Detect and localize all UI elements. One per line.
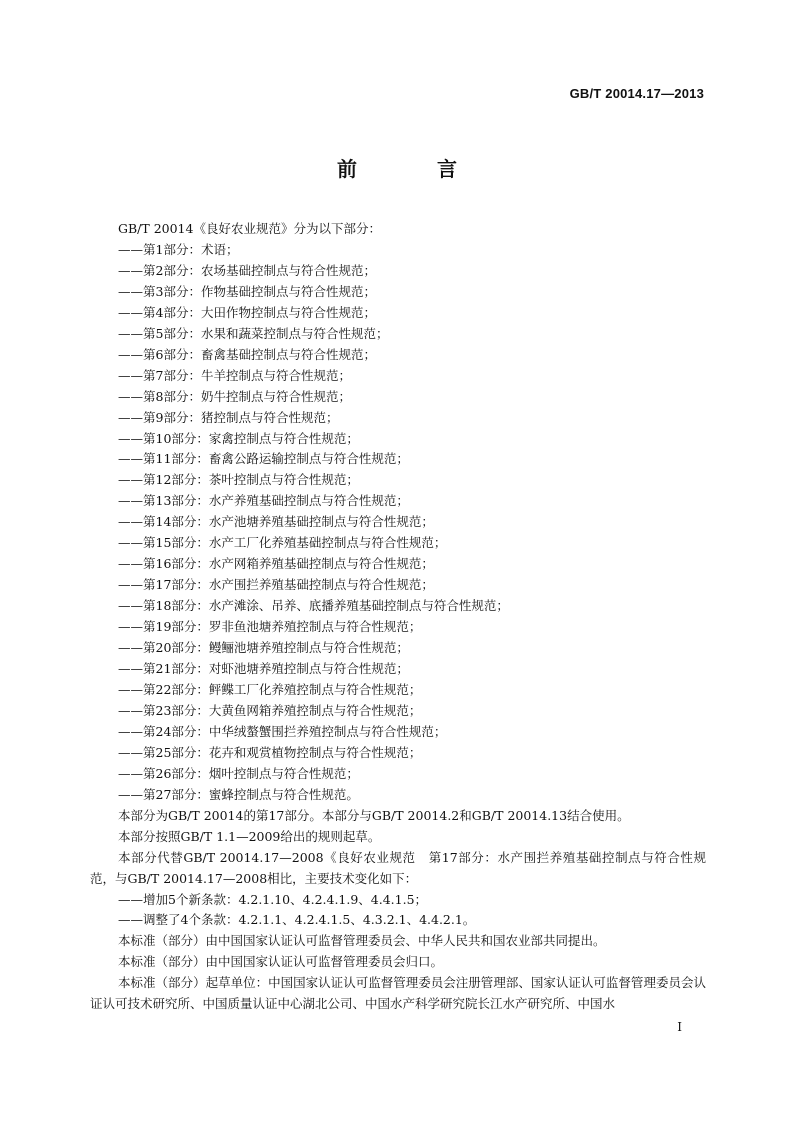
list-item: ——第23部分：大黄鱼网箱养殖控制点与符合性规范； <box>118 702 422 718</box>
list-item: ——第12部分：茶叶控制点与符合性规范； <box>118 472 359 488</box>
list-item: ——第19部分：罗非鱼池塘养殖控制点与符合性规范； <box>118 619 422 635</box>
list-item: ——第13部分：水产养殖基础控制点与符合性规范； <box>118 493 409 509</box>
changes-list <box>90 890 706 932</box>
list-item: ——第15部分：水产工厂化养殖基础控制点与符合性规范； <box>118 535 447 551</box>
list-item: ——第11部分：畜禽公路运输控制点与符合性规范； <box>118 451 409 467</box>
usage-paragraph: 本部分为GB/T 20014的第17部分。本部分与GB/T 20014.2和GB/T 20014.13结合使用。 <box>118 807 630 823</box>
proposed-paragraph: 本标准（部分）由中国国家认证认可监督管理委员会、中华人民共和国农业部共同提出。 <box>118 933 606 949</box>
list-item: ——增加5个新条款：4.2.1.10、4.2.4.1.9、4.4.1.5； <box>118 891 428 907</box>
list-item: ——第22部分：鲆鲽工厂化养殖控制点与符合性规范； <box>118 681 422 697</box>
list-item: ——第4部分：大田作物控制点与符合性规范； <box>118 304 376 320</box>
foreword-body <box>90 219 706 1015</box>
list-item: ——第14部分：水产池塘养殖基础控制点与符合性规范； <box>118 514 434 530</box>
parts-list <box>90 240 706 806</box>
page-number: I <box>677 1020 682 1034</box>
intro-paragraph: GB/T 20014《良好农业规范》分为以下部分： <box>118 221 381 236</box>
list-item: ——第21部分：对虾池塘养殖控制点与符合性规范； <box>118 661 409 677</box>
page-title: 前 言 <box>337 157 487 181</box>
replacement-paragraph: 本部分代替GB/T 20014.17—2008《良好农业规范 第17部分：水产围拦养殖基础控制点与符合性规范，与GB/T 20014.17—2008相比，主要技术变化如下： <box>90 849 706 886</box>
list-item: ——第18部分：水产滩涂、吊养、底播养殖基础控制点与符合性规范； <box>118 598 509 614</box>
list-item: ——第5部分：水果和蔬菜控制点与符合性规范； <box>118 325 389 341</box>
standard-number: GB/T 20014.17—2013 <box>569 86 704 101</box>
list-item: ——第9部分：猪控制点与符合性规范； <box>118 409 339 425</box>
list-item: ——第3部分：作物基础控制点与符合性规范； <box>118 283 376 299</box>
list-item: ——第26部分：烟叶控制点与符合性规范； <box>118 765 359 781</box>
list-item: ——第16部分：水产网箱养殖基础控制点与符合性规范； <box>118 556 434 572</box>
list-item: ——第6部分：畜禽基础控制点与符合性规范； <box>118 346 376 362</box>
list-item: ——第27部分：蜜蜂控制点与符合性规范。 <box>118 786 359 802</box>
drafting-paragraph: 本标准（部分）起草单位：中国国家认证认可监督管理委员会注册管理部、国家认证认可监督管理委员会认证认可技术研究所、中国质量认证中心湖北公司、中国水产科学研究院长江水产研究所、中国水 <box>90 975 706 1012</box>
list-item: ——第8部分：奶牛控制点与符合性规范； <box>118 388 351 404</box>
list-item: ——调整了4个条款：4.2.1.1、4.2.4.1.5、4.3.2.1、4.4.2.1。 <box>118 912 476 928</box>
list-item: ——第25部分：花卉和观赏植物控制点与符合性规范； <box>118 744 422 760</box>
list-item: ——第10部分：家禽控制点与符合性规范； <box>118 430 359 446</box>
list-item: ——第24部分：中华绒螯蟹围拦养殖控制点与符合性规范； <box>118 723 447 739</box>
list-item: ——第2部分：农场基础控制点与符合性规范； <box>118 262 376 278</box>
list-item: ——第7部分：牛羊控制点与符合性规范； <box>118 367 351 383</box>
list-item: ——第20部分：鳗鲡池塘养殖控制点与符合性规范； <box>118 640 409 656</box>
rules-paragraph: 本部分按照GB/T 1.1—2009给出的规则起草。 <box>118 828 381 844</box>
list-item: ——第17部分：水产围拦养殖基础控制点与符合性规范； <box>118 577 434 593</box>
list-item: ——第1部分：术语； <box>118 241 239 257</box>
centralized-paragraph: 本标准（部分）由中国国家认证认可监督管理委员会归口。 <box>118 954 444 970</box>
